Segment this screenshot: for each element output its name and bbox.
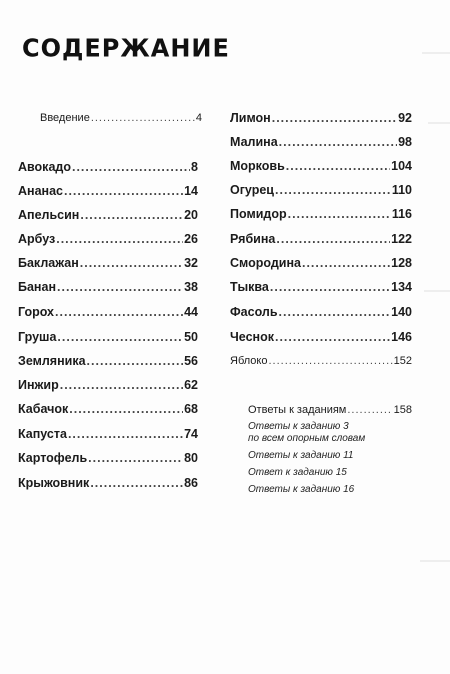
toc-entry[interactable] [18, 427, 198, 441]
toc-entry[interactable] [18, 184, 198, 198]
toc-entry-name: Чеснок [230, 330, 274, 344]
toc-leader-dots [347, 404, 392, 416]
toc-entry-page: 8 [191, 160, 198, 174]
toc-entry[interactable] [18, 305, 198, 319]
toc-leader-dots [88, 451, 183, 465]
toc-entry-name: Инжир [18, 378, 59, 392]
toc-entry[interactable] [230, 256, 412, 270]
toc-entry-name: Горох [18, 305, 55, 319]
toc-entry-name: Баклажан [18, 256, 79, 270]
toc-entry[interactable] [230, 305, 412, 319]
toc-entry[interactable] [230, 232, 412, 246]
toc-entry-name: Яблоко [230, 355, 268, 367]
toc-entry[interactable] [230, 355, 412, 367]
toc-entry-page: 44 [184, 305, 198, 319]
toc-entry-page: 86 [184, 476, 198, 490]
toc-entry-name: Груша [18, 330, 57, 344]
bleed-through-mark [420, 560, 450, 562]
toc-entry-name: Введение [40, 112, 90, 124]
toc-entry[interactable] [230, 111, 412, 125]
toc-entry-name: Тыква [230, 280, 269, 294]
toc-entry[interactable] [18, 476, 198, 490]
toc-entry[interactable] [18, 256, 198, 270]
answers-subentry[interactable]: Ответы к заданию 16 [248, 484, 355, 495]
toc-leader-dots [56, 232, 183, 246]
toc-entry[interactable] [18, 354, 198, 368]
toc-entry-name: Картофель [18, 451, 88, 465]
toc-leader-dots [268, 355, 392, 367]
toc-entry-page: 62 [184, 378, 198, 392]
bleed-through-mark [422, 52, 450, 54]
toc-leader-dots [302, 256, 390, 270]
toc-entry-page: 98 [398, 135, 412, 149]
toc-entry[interactable] [230, 159, 412, 173]
toc-leader-dots [87, 354, 184, 368]
toc-entry-page: 4 [195, 112, 202, 124]
answers-subentry[interactable]: Ответы к заданию 11 [248, 450, 354, 461]
answers-subentry[interactable]: Ответ к заданию 15 [248, 467, 347, 478]
toc-entry[interactable] [18, 451, 198, 465]
toc-entry-name: Помидор [230, 207, 287, 221]
toc-entry-page: 74 [184, 427, 198, 441]
toc-entry-page: 92 [398, 111, 412, 125]
toc-entry-page: 50 [184, 330, 198, 344]
toc-entry-name: Апельсин [18, 208, 80, 222]
toc-entry[interactable] [230, 183, 412, 197]
toc-entry[interactable] [18, 232, 198, 246]
page-title: СОДЕРЖАНИЕ [22, 33, 230, 63]
toc-entry-page: 80 [184, 451, 198, 465]
toc-leader-dots [57, 330, 183, 344]
toc-entry-page: 140 [391, 305, 412, 319]
toc-entry-name: Капуста [18, 427, 67, 441]
toc-leader-dots [288, 207, 391, 221]
toc-entry-name: Ответы к заданиям [248, 404, 347, 416]
toc-leader-dots [90, 476, 183, 490]
toc-entry-page: 26 [184, 232, 198, 246]
toc-entry-page: 110 [391, 183, 412, 197]
toc-entry-name: Морковь [230, 159, 285, 173]
bleed-through-mark [424, 290, 450, 292]
toc-leader-dots [279, 305, 391, 319]
toc-entry[interactable] [18, 378, 198, 392]
toc-leader-dots [286, 159, 390, 173]
toc-entry-page: 104 [391, 159, 412, 173]
toc-entry-name: Крыжовник [18, 476, 90, 490]
toc-entry-page: 14 [184, 184, 198, 198]
toc-leader-dots [279, 135, 397, 149]
toc-entry-name: Огурец [230, 183, 274, 197]
toc-entry-page: 56 [184, 354, 198, 368]
toc-entry[interactable] [18, 402, 198, 416]
toc-entry-page: 122 [391, 232, 412, 246]
toc-leader-dots [270, 280, 390, 294]
toc-entry-answers[interactable] [248, 404, 412, 416]
toc-entry-page: 32 [184, 256, 198, 270]
toc-leader-dots [275, 330, 390, 344]
toc-leader-dots [64, 184, 183, 198]
toc-leader-dots [68, 427, 183, 441]
toc-entry-page: 38 [184, 280, 198, 294]
toc-entry-name: Кабачок [18, 402, 69, 416]
toc-entry-page: 68 [184, 402, 198, 416]
answers-subentry[interactable]: Ответы к заданию 3 [248, 421, 349, 432]
toc-entry-name: Рябина [230, 232, 276, 246]
toc-entry-intro[interactable] [40, 112, 202, 124]
toc-entry-name: Малина [230, 135, 278, 149]
toc-entry-name: Земляника [18, 354, 86, 368]
toc-entry[interactable] [230, 135, 412, 149]
toc-entry-name: Ананас [18, 184, 63, 198]
toc-entry-page: 152 [393, 355, 412, 367]
toc-entry-page: 158 [393, 404, 412, 416]
toc-entry[interactable] [18, 330, 198, 344]
toc-leader-dots [276, 232, 390, 246]
toc-leader-dots [57, 280, 183, 294]
toc-entry[interactable] [230, 330, 412, 344]
toc-leader-dots [72, 160, 190, 174]
toc-leader-dots [69, 402, 183, 416]
toc-entry[interactable] [230, 207, 412, 221]
toc-entry-page: 146 [391, 330, 412, 344]
toc-entry-name: Арбуз [18, 232, 56, 246]
toc-leader-dots [55, 305, 183, 319]
toc-entry-page: 134 [391, 280, 412, 294]
toc-entry[interactable] [230, 280, 412, 294]
toc-entry-page: 116 [391, 207, 412, 221]
bleed-through-mark [428, 122, 450, 124]
toc-entry-name: Лимон [230, 111, 271, 125]
toc-leader-dots [272, 111, 397, 125]
toc-leader-dots [275, 183, 391, 197]
toc-entry-page: 20 [184, 208, 198, 222]
toc-entry[interactable] [18, 160, 198, 174]
toc-entry-name: Смородина [230, 256, 301, 270]
toc-leader-dots [60, 378, 183, 392]
toc-entry[interactable] [18, 280, 198, 294]
toc-entry[interactable] [18, 208, 198, 222]
toc-entry-name: Фасоль [230, 305, 278, 319]
toc-entry-page: 128 [391, 256, 412, 270]
answers-subentry-continued: по всем опорным словам [248, 433, 366, 444]
toc-leader-dots [80, 256, 183, 270]
toc-entry-name: Авокадо [18, 160, 71, 174]
toc-entry-name: Банан [18, 280, 56, 294]
toc-leader-dots [91, 112, 195, 124]
toc-leader-dots [80, 208, 183, 222]
